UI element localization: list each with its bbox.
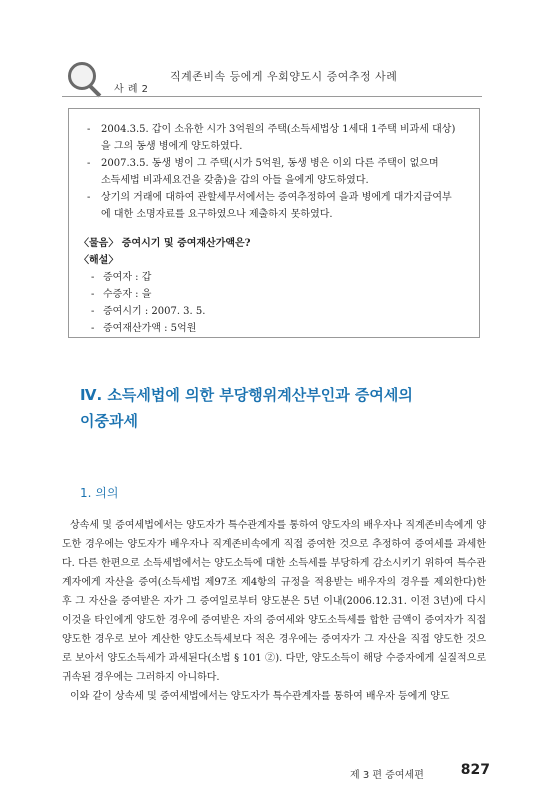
page-number: 827 xyxy=(460,762,490,778)
fact-line: - 상기의 거래에 대하여 관할세무서에서는 증여추정하여 을과 병에게 대가지급여부 xyxy=(87,192,452,203)
fact-line: 에 대한 소명자료를 요구하였으나 제출하지 못하였다. xyxy=(101,209,333,220)
paragraph: 이와 같이 상속세 및 증여세법에서는 양도자가 특수관계자를 통하여 배우자 등에게 양도 xyxy=(70,691,450,702)
answer-item: - 수증자 : 을 xyxy=(91,289,152,300)
case-qa xyxy=(79,235,469,337)
page-footer xyxy=(350,762,490,782)
case-box xyxy=(68,108,480,338)
answer-item: - 증여재산가액 : 5억원 xyxy=(91,323,197,334)
case-label: 사 례 2 xyxy=(114,84,149,95)
section-heading-line2: 이중과세 xyxy=(80,412,138,430)
section-heading-line1: Ⅳ. 소득세법에 의한 부당행위계산부인과 증여세의 xyxy=(80,386,413,404)
case-facts xyxy=(87,121,473,223)
fact-line: 소득세법 비과세요건을 갖춤)을 갑의 아들 을에게 양도하였다. xyxy=(101,175,369,186)
sub-heading: 1. 의의 xyxy=(80,486,119,500)
footer-label: 제 3 편 증여세편 xyxy=(350,770,424,781)
section-heading xyxy=(80,382,500,434)
fact-line: 을 그의 동생 병에게 양도하였다. xyxy=(101,141,243,152)
case-header xyxy=(62,60,482,100)
answer-item: - 증여자 : 갑 xyxy=(91,272,152,283)
paragraph: 상속세 및 증여세법에서는 양도자가 특수관계자를 통하여 양도자의 배우자나 직계존비속에게 양도한 경우에는 양도자가 배우자나 직계존비속에게 직접 증여한 것으로 추정하여 증여세를 과세한다. 다른 한편으로 소득세법에서는 양도소득에 대한 소득세를 부당하게 감소시키기 위하여 특수관계자에게 자산을 증여(소득세법 제97조 제4항의 규정을 적용받는 배우자의 경우를 제외한다)한 후 그 자산을 증여받은 자가 그 증여일로부터 양도분은 5년 이내(2006.12.31. 이전 3년)에 다시 이것을 타인에게 양도한 경우에 증여받은 자의 증여세와 양도소득세를 합한 금액이 증여자가 직접 양도한 경우로 보아 계산한 양도소득세보다 적은 경우에는 증여자가 그 자산을 직접 양도한 것으로 보아서 양도소득세가 과세된다(소법 § 101 ②). 다만, 양도소득이 해당 수증자에게 실질적으로 귀속된 경우에는 그러하지 아니하다. xyxy=(62,520,486,683)
body-text xyxy=(62,516,486,706)
fact-line: - 2007.3.5. 동생 병이 그 주택(시가 5억원, 동생 병은 이외 다른 주택이 없으며 xyxy=(87,158,439,169)
case-title: 직계존비속 등에게 우회양도시 증여추정 사례 xyxy=(170,70,398,83)
fact-line: - 2004.3.5. 갑이 소유한 시가 3억원의 주택(소득세법상 1세대 1주택 비과세 대상) xyxy=(87,124,456,135)
answer-item: - 증여시기 : 2007. 3. 5. xyxy=(91,306,206,317)
answer-label: 〈해설〉 xyxy=(79,255,119,266)
question: 〈물음〉 증여시기 및 증여재산가액은? xyxy=(79,238,251,249)
header-rule xyxy=(62,96,482,97)
